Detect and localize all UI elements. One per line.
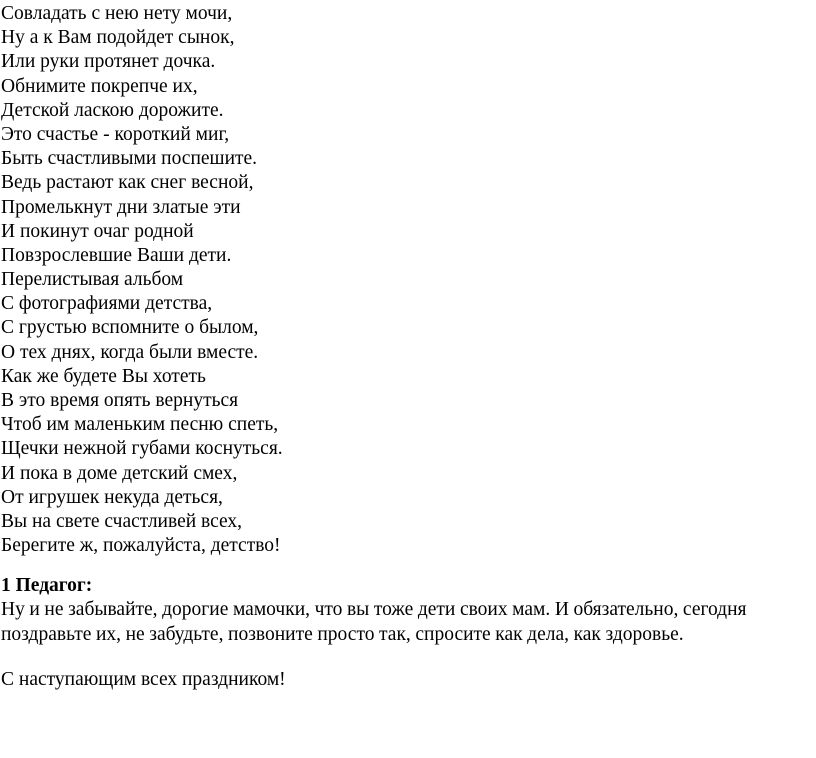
poem-line: Это счастье - короткий миг,: [1, 123, 230, 145]
poem-line: Ведь растают как снег весной,: [1, 172, 254, 194]
poem-line: В это время опять вернуться: [1, 390, 239, 411]
poem-line: От игрушек некуда деться,: [1, 486, 223, 508]
poem-line: Щечки нежной губами коснуться.: [1, 438, 283, 460]
poem-line: Вы на свете счастливей всех,: [1, 510, 243, 532]
poem-line: О тех днях, когда были вместе.: [1, 341, 259, 363]
poem-line: Чтоб им маленьким песню спеть,: [1, 414, 279, 436]
poem-line: Детской ласкою дорожите.: [1, 99, 224, 121]
poem-line: С грустью вспомните о былом,: [1, 317, 259, 339]
poem: [1, 2, 813, 558]
poem-line: Как же будете Вы хотеть: [1, 365, 206, 387]
speaker-label: 1 Педагог:: [1, 575, 93, 597]
document-page: [1, 2, 813, 692]
poem-line: Или руки протянет дочка.: [1, 51, 216, 73]
poem-line: Перелистывая альбом: [1, 269, 184, 291]
poem-line: Совладать с нею нету мочи,: [1, 3, 233, 24]
poem-line: Быть счастливыми поспешите.: [1, 148, 258, 170]
poem-line: И покинут очаг родной: [1, 220, 194, 242]
poem-line: Повзрослевшие Ваши дети.: [1, 244, 232, 266]
closing-greeting: С наступающим всех праздником!: [1, 669, 286, 691]
poem-line: И пока в доме детский смех,: [1, 462, 238, 484]
speech-paragraph: Ну и не забывайте, дорогие мамочки, что вы тоже дети своих мам. И обязательно, сегодня поздравьте их, не забудьте, позвоните просто так, спросите как дела, как здоровье.: [1, 599, 747, 645]
poem-line: Ну а к Вам подойдет сынок,: [1, 27, 235, 49]
poem-line: Обнимите покрепче их,: [1, 75, 198, 97]
poem-line: Берегите ж, пожалуйста, детство!: [1, 535, 281, 557]
poem-line: Промелькнут дни златые эти: [1, 196, 241, 218]
poem-line: С фотографиями детства,: [1, 293, 213, 315]
